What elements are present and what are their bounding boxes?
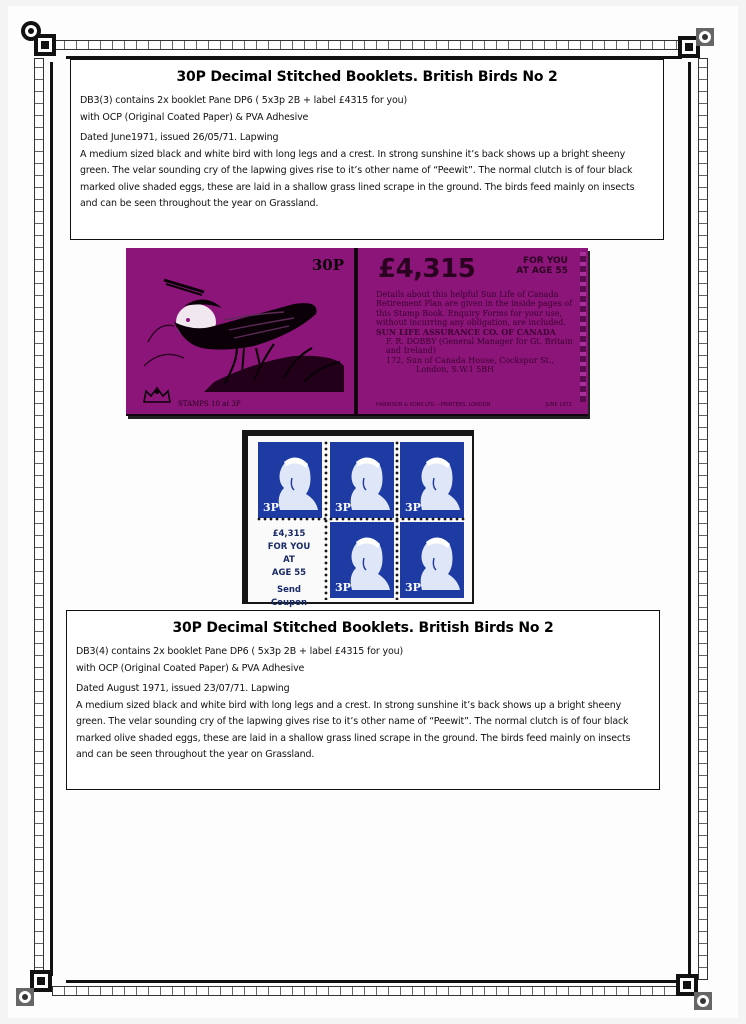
booklet-value: 30P [311,256,344,274]
issue-date: Dated June1971, issued 26/05/71. Lapwing [80,132,279,143]
stamp-value: 3P [405,581,421,594]
stamp [258,442,322,518]
booklet-pane-dp6 [242,430,474,608]
advert-headline: FOR YOU AT AGE 55 [516,256,568,276]
crown-icon [142,386,172,404]
edition-code: JUNE 1971 [545,402,572,408]
label-stamp [258,522,320,608]
label-for-you: FOR YOU [267,542,311,552]
advert-address-line-1: 172, Sun of Canada House, Cockspur St., [386,355,554,365]
stamp [330,522,394,598]
advert-body: Details about this helpful Sun Life of Canada Retirement Plan are given in the inside pages of this Stamp Book. Enquiry Forms for your use, without incurring any obligation, are included. SUN LIFE ASSURANCE CO. OF CANADA F. R. DOBBY (General Manager for Gt. Britain and Ireland) 172, Sun of Canada House, Cockspur St., London, S.W.1 5BH [376,290,576,375]
label-age: AGE 55 [271,568,307,578]
printer-imprint: HARRISON & SONS LTD.—PRINTERS, LONDON [376,402,491,408]
paper-adhesive: with OCP (Original Coated Paper) & PVA Adhesive [76,662,305,674]
stamp-value: 3P [335,501,351,514]
corner-ornament-bottom-left [16,968,54,1006]
advert-address-line-2: London, S.W.1 5BH [416,365,495,375]
description-card-db3-4 [66,610,660,790]
pane-sheet [248,436,472,608]
paper-adhesive: with OCP (Original Coated Paper) & PVA Adhesive [80,111,309,123]
perforation-column [323,440,329,600]
frame-rail-right [698,58,708,980]
booklet-back-cover-advert [358,248,588,414]
frame-rule-left [50,62,53,976]
issue-date: Dated August 1971, issued 23/07/71. Lapwing [76,683,290,694]
bird-description: A medium sized black and white bird with long legs and a crest. In strong sunshine it’s back shows up a bright sheeny green. The velar sounding cry of the lapwing gives rise to it’s other name of “Peewit”. The normal clutch is of four black marked olive shaded eggs, these are laid in a shallow grass lined scrape in the ground. The birds feed mainly on insects and can be seen throughout the year on Grassland. [80,148,635,209]
frame-rule-right [688,62,691,976]
perforation-column [394,440,400,600]
label-coupon: Send Coupon [270,585,308,608]
booklet-cover [126,248,588,416]
label-at: AT [283,555,295,565]
section-title: 30P Decimal Stitched Booklets. British Birds No 2 [172,620,554,636]
label-price: £4,315 [272,529,306,539]
frame-rail-bottom [52,986,692,996]
corner-ornament-top-left [20,20,58,58]
album-page [8,6,738,1018]
frame-rail-left [34,58,44,980]
stamp-value: 3P [335,581,351,594]
booklet-perforated-edge [580,252,586,402]
stamp-value: 3P [405,501,421,514]
frame-rule-bottom [66,980,682,983]
booklet-stamp-count: STAMPS 10 at 3P [178,400,241,408]
frame-rail-top [52,40,692,50]
bird-description: A medium sized black and white bird with long legs and a crest. In strong sunshine it’s back shows up a bright sheeny green. The velar sounding cry of the lapwing gives rise to it’s other name of “Peewit”. The normal clutch is of four black marked olive shaded eggs, these are laid in a shallow grass lined scrape in the ground. The birds feed mainly on insects and can be seen throughout the year on Grassland. [76,699,631,760]
stamp [400,442,464,518]
lapwing-illustration [144,262,344,392]
stamp [400,522,464,598]
corner-ornament-bottom-right [674,972,712,1010]
stamp [330,442,394,518]
section-title: 30P Decimal Stitched Booklets. British Birds No 2 [176,69,558,85]
perforation-row [256,516,466,522]
stamp-value: 3P [263,501,279,514]
advert-manager: F. R. DOBBY (General Manager for Gt. Britain and Ireland) [386,337,573,356]
booklet-contents: DB3(3) contains 2x booklet Pane DP6 ( 5x3p 2B + label £4315 for you) [80,95,408,106]
booklet-front-cover [126,248,354,414]
corner-ornament-top-right [676,28,714,66]
advert-footer [376,402,572,408]
advert-price: £4,315 [378,254,476,284]
description-card-db3-3 [70,59,664,240]
advert-company: SUN LIFE ASSURANCE CO. OF CANADA [376,326,556,337]
booklet-contents: DB3(4) contains 2x booklet Pane DP6 ( 5x3p 2B + label £4315 for you) [76,646,404,657]
